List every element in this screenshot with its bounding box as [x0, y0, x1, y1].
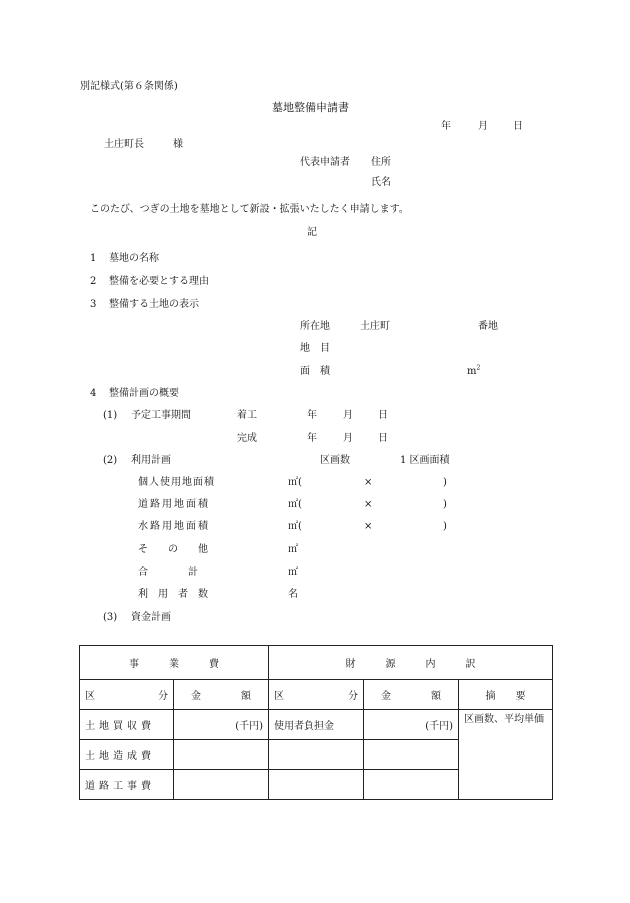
applicant-label: 代表申請者 [300, 157, 350, 168]
col-remarks: 摘 要 [459, 680, 553, 710]
usage-label: 利用計画 [131, 455, 171, 466]
source-row-user-share: 使用者負担金 [269, 710, 364, 740]
source-row-empty-2 [269, 770, 364, 800]
usage-row-road-x: × [364, 499, 373, 510]
schedule-finish-month: 月 [343, 433, 353, 444]
cost-row-land-prep: 土地造成費 [80, 740, 174, 770]
ki-heading: 記 [307, 227, 317, 238]
item-1-text: 墓地の名称 [109, 253, 159, 264]
land-town: 土庄町 [360, 321, 390, 332]
funding-head-cost: 事 業 費 [80, 646, 269, 680]
usage-other-unit: ㎡ [288, 544, 298, 555]
usage-users: 利 用 者 数 [138, 589, 208, 600]
usage-row-personal-x: × [364, 477, 373, 488]
date-month: 月 [478, 121, 488, 132]
usage-total: 合 計 [138, 567, 198, 578]
applicant-name: 氏名 [371, 177, 391, 188]
funding-table [79, 645, 553, 800]
schedule-finish: 完成 [237, 433, 257, 444]
cost-row-land-prep-amount [174, 740, 269, 770]
item-4-text: 整備計画の概要 [109, 388, 179, 399]
land-category-label: 地 目 [300, 343, 330, 354]
source-row-empty-1 [269, 740, 364, 770]
schedule-start-year: 年 [307, 410, 317, 421]
intro-text: このたび、つぎの土地を墓地として新設・拡張いたしたく申請します。 [90, 204, 409, 215]
addressee-name: 土庄町長 [104, 139, 144, 150]
schedule-start-day: 日 [378, 410, 388, 421]
land-area-label: 面 積 [300, 366, 330, 377]
usage-row-road-close: ) [443, 499, 447, 510]
schedule-finish-day: 日 [378, 433, 388, 444]
usage-col-sections: 区画数 [320, 455, 350, 466]
col-ku-source: 区 分 [269, 680, 364, 710]
usage-row-water-close: ) [443, 521, 447, 532]
remarks-cell: 区画数、平均単価 [459, 710, 553, 800]
applicant-address: 住所 [371, 157, 391, 168]
form-label: 別記様式(第６条関係) [80, 81, 178, 92]
schedule-finish-year: 年 [307, 433, 317, 444]
item-2-text: 整備を必要とする理由 [109, 276, 209, 287]
schedule-start: 着工 [237, 410, 257, 421]
funding-num: (3) [103, 612, 118, 623]
item-1-num: 1 [90, 253, 97, 264]
usage-row-water-unit: ㎡( [288, 521, 302, 532]
schedule-label: 予定工事期間 [131, 410, 191, 421]
source-row-empty-1-amount [364, 740, 459, 770]
usage-row-personal-close: ) [443, 477, 447, 488]
usage-other: そ の 他 [138, 544, 208, 555]
usage-row-personal: 個人使用地面積 [138, 477, 215, 488]
cost-row-land-purchase: 土地買収費 [80, 710, 174, 740]
addressee-honorific: 様 [173, 139, 183, 150]
col-amount-source: 金 額 [364, 680, 459, 710]
item-2-num: 2 [90, 276, 97, 287]
usage-row-water-x: × [364, 521, 373, 532]
cost-row-land-purchase-amount: (千円) [174, 710, 269, 740]
page-title: 墓地整備申請書 [272, 101, 349, 114]
usage-row-road-unit: ㎡( [288, 499, 302, 510]
item-4-num: 4 [90, 388, 97, 399]
usage-total-unit: ㎡ [288, 567, 298, 578]
item-3-text: 整備する土地の表示 [109, 299, 199, 310]
usage-row-road: 道路用地面積 [138, 499, 210, 510]
usage-row-personal-unit: ㎡( [288, 477, 302, 488]
date-day: 日 [513, 121, 523, 132]
usage-num: (2) [103, 455, 118, 466]
funding-head-source: 財 源 内 訳 [269, 646, 553, 680]
land-area-unit: $m^2$ [467, 364, 481, 377]
funding-label: 資金計画 [131, 612, 171, 623]
source-row-user-share-amount: (千円) [364, 710, 459, 740]
schedule-num: (1) [103, 410, 118, 421]
date-year: 年 [441, 121, 451, 132]
land-lot: 番地 [478, 321, 498, 332]
col-amount-cost: 金 額 [174, 680, 269, 710]
land-location-label: 所在地 [300, 321, 330, 332]
cost-row-road-work-amount [174, 770, 269, 800]
col-ku-cost: 区 分 [80, 680, 174, 710]
usage-col-area: 1 区画面積 [400, 455, 450, 466]
source-row-empty-2-amount [364, 770, 459, 800]
usage-row-water: 水路用地面積 [138, 521, 210, 532]
item-3-num: 3 [90, 299, 97, 310]
usage-users-unit: 名 [288, 589, 298, 600]
schedule-start-month: 月 [343, 410, 353, 421]
cost-row-road-work: 道路工事費 [80, 770, 174, 800]
